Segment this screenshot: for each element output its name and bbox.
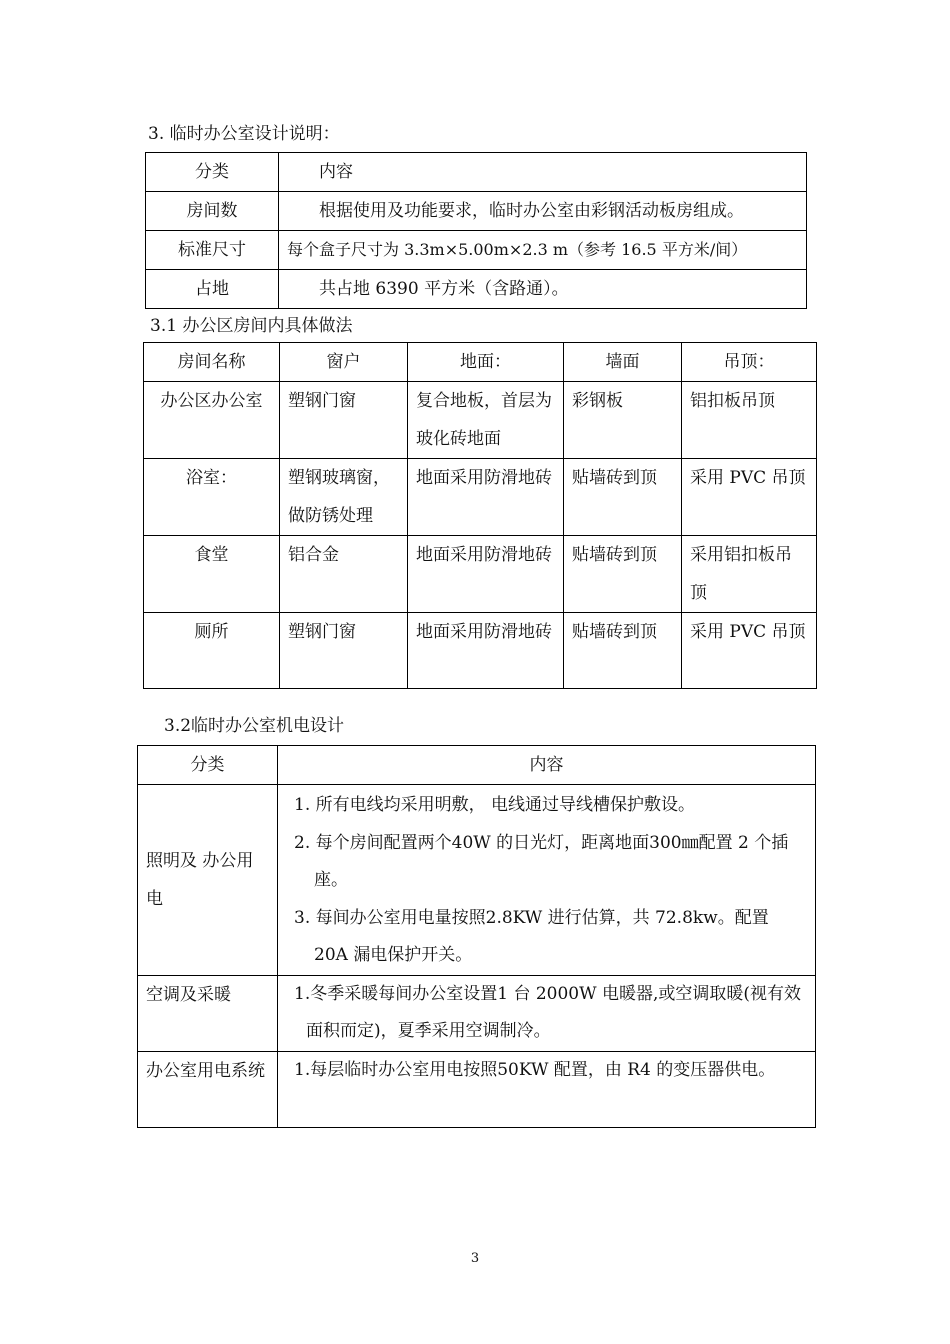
table-row [146, 192, 807, 231]
room-window: 塑钢玻璃窗，做防锈处理 [280, 459, 408, 536]
list-item: 1.每层临时办公室用电按照50KW 配置，由 R4 的变压器供电。 [294, 1059, 776, 1080]
room-ceiling: 采用铝扣板吊顶 [682, 536, 817, 613]
table-row [144, 613, 817, 689]
header-room-name: 房间名称 [144, 343, 280, 382]
table-row [138, 975, 816, 1051]
room-window: 塑钢门窗 [280, 613, 408, 689]
row-category-power: 办公室用电系统 [138, 1051, 278, 1127]
room-wall: 贴墙砖到顶 [564, 536, 682, 613]
row-content: 每个盒子尺寸为 3.3m×5.00m×2.3 m（参考 16.5 平方米/间） [279, 231, 807, 270]
table-row [146, 270, 807, 309]
section-3-2-heading: 3.2临时办公室机电设计 [164, 716, 345, 736]
room-floor: 地面采用防滑地砖 [408, 459, 564, 536]
row-category: 标准尺寸 [146, 231, 279, 270]
room-window: 塑钢门窗 [280, 382, 408, 459]
room-floor: 地面采用防滑地砖 [408, 613, 564, 689]
room-ceiling: 采用 PVC 吊顶 [682, 613, 817, 689]
row-content-hvac [278, 975, 816, 1051]
row-category: 房间数 [146, 192, 279, 231]
section-3-heading: 3. 临时办公室设计说明： [148, 124, 340, 144]
room-name: 浴室： [144, 459, 280, 536]
room-name: 厕所 [144, 613, 280, 689]
row-category-hvac: 空调及采暖 [138, 975, 278, 1051]
header-content: 内容 [279, 153, 807, 192]
table-row [144, 536, 817, 613]
room-name: 办公区办公室 [144, 382, 280, 459]
list-item: 3. 每间办公室用电量按照2.8KW 进行估算，共 72.8kw。配置 20A 漏电保护开关。 [294, 907, 769, 965]
room-floor: 复合地板，首层为玻化砖地面 [408, 382, 564, 459]
room-wall: 贴墙砖到顶 [564, 613, 682, 689]
row-content-power [278, 1051, 816, 1127]
table-row [146, 231, 807, 270]
header-window: 窗户 [280, 343, 408, 382]
list-item: 2. 每个房间配置两个40W 的日光灯，距离地面300㎜配置 2 个插座。 [294, 832, 789, 890]
room-ceiling: 采用 PVC 吊顶 [682, 459, 817, 536]
rooms-table [143, 342, 817, 689]
row-category-lighting: 照明及 办公用电 [138, 785, 278, 976]
room-window: 铝合金 [280, 536, 408, 613]
header-wall: 墙面 [564, 343, 682, 382]
row-content: 根据使用及功能要求，临时办公室由彩钢活动板房组成。 [279, 192, 807, 231]
table-header-row [138, 746, 816, 785]
room-name: 食堂 [144, 536, 280, 613]
table-row [144, 459, 817, 536]
section-3-1-heading: 3.1 办公区房间内具体做法 [150, 316, 353, 336]
table-row [144, 382, 817, 459]
row-content: 共占地 6390 平方米（含路通）。 [279, 270, 807, 309]
room-ceiling: 铝扣板吊顶 [682, 382, 817, 459]
header-floor: 地面： [408, 343, 564, 382]
room-wall: 彩钢板 [564, 382, 682, 459]
design-table [145, 152, 807, 309]
row-content-lighting [278, 785, 816, 976]
table-header-row [146, 153, 807, 192]
header-ceiling: 吊顶： [682, 343, 817, 382]
list-item: 1.冬季采暖每间办公室设置1 台 2000W 电暖器,或空调取暖(视有效面积而定)，夏季采用空调制冷。 [294, 983, 802, 1041]
header-category: 分类 [146, 153, 279, 192]
table-row [138, 785, 816, 976]
table-header-row [144, 343, 817, 382]
mep-table [137, 745, 816, 1128]
room-wall: 贴墙砖到顶 [564, 459, 682, 536]
page-number: 3 [470, 1251, 480, 1266]
header-content: 内容 [278, 746, 816, 785]
list-item: 1. 所有电线均采用明敷， 电线通过导线槽保护敷设。 [294, 795, 696, 815]
header-category: 分类 [138, 746, 278, 785]
row-category: 占地 [146, 270, 279, 309]
table-row [138, 1051, 816, 1127]
room-floor: 地面采用防滑地砖 [408, 536, 564, 613]
